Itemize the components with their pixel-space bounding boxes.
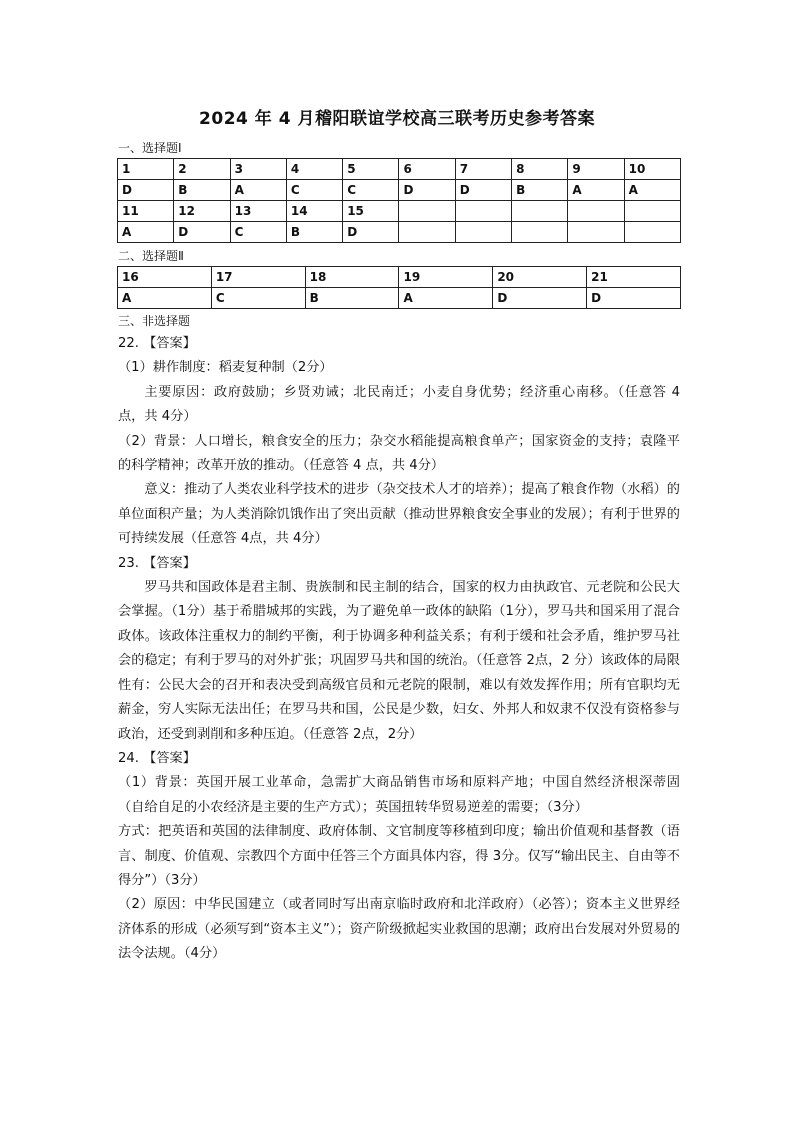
choice-table-1-cell: D bbox=[399, 180, 455, 201]
choice-table-2-cell: 21 bbox=[587, 267, 681, 288]
choice-table-1-cell: 7 bbox=[455, 159, 511, 180]
choice-table-1-cell: B bbox=[174, 180, 230, 201]
section-3-label: 三、非选择题 bbox=[118, 314, 191, 328]
q24-part1-methods: 方式：把英语和英国的法律制度、政府体制、文官制度等移植到印度；输出价值观和基督教（语言、制度、价值观、宗教四个方面中任答三个方面具体内容，得 3分。仅写“输出民主、自由等不得分”）（3分） bbox=[118, 824, 680, 888]
choice-table-1-cell: 10 bbox=[624, 159, 680, 180]
q22-reasons: 主要原因：政府鼓励；乡贤劝诫；北民南迁；小麦自身优势；经济重心南移。（任意答 4 点，共 4分） bbox=[118, 384, 680, 425]
choice-table-1-cell: C bbox=[343, 180, 399, 201]
choice-table-1-cell bbox=[568, 222, 624, 243]
page-title: 2024 年 4 月稽阳联谊学校高三联考历史参考答案 bbox=[199, 109, 595, 129]
choice-table-1-cell bbox=[512, 222, 568, 243]
choice-table-1-cell bbox=[399, 222, 455, 243]
choice-table-1-cell: 9 bbox=[568, 159, 624, 180]
choice-table-1-cell bbox=[455, 201, 511, 222]
choice-table-2-cell: B bbox=[305, 288, 399, 309]
choice-table-1-cell: B bbox=[286, 222, 342, 243]
choice-table-1-cell bbox=[512, 201, 568, 222]
q23-heading: 23. 【答案】 bbox=[118, 555, 196, 571]
choice-table-1-cell: A bbox=[118, 222, 174, 243]
choice-table-1-cell bbox=[455, 222, 511, 243]
choice-table-1-row bbox=[118, 222, 681, 243]
choice-table-2-row bbox=[118, 267, 681, 288]
choice-table-1-cell: D bbox=[455, 180, 511, 201]
choice-table-2-cell: 18 bbox=[305, 267, 399, 288]
choice-table-2-cell: C bbox=[211, 288, 305, 309]
choice-table-1-cell: 4 bbox=[286, 159, 342, 180]
choice-table-1-cell: A bbox=[230, 180, 286, 201]
choice-table-2-cell: 20 bbox=[493, 267, 587, 288]
choice-table-1-cell: 3 bbox=[230, 159, 286, 180]
choice-table-2-cell: 17 bbox=[211, 267, 305, 288]
choice-table-1-cell: 11 bbox=[118, 201, 174, 222]
choice-table-1-row bbox=[118, 201, 681, 222]
choice-answer-table-1 bbox=[117, 158, 681, 243]
choice-table-2-cell: A bbox=[399, 288, 493, 309]
choice-table-1-cell: 15 bbox=[343, 201, 399, 222]
choice-table-1-cell: 14 bbox=[286, 201, 342, 222]
choice-table-1-cell: C bbox=[230, 222, 286, 243]
choice-table-2-cell: D bbox=[493, 288, 587, 309]
choice-table-1-row bbox=[118, 159, 681, 180]
choice-table-1-cell: B bbox=[512, 180, 568, 201]
choice-table-1-cell: A bbox=[568, 180, 624, 201]
choice-table-2-cell: A bbox=[118, 288, 212, 309]
choice-table-1-cell: A bbox=[624, 180, 680, 201]
choice-table-1-cell bbox=[568, 201, 624, 222]
choice-table-1-cell: 12 bbox=[174, 201, 230, 222]
section-2-label: 二、选择题Ⅱ bbox=[118, 249, 184, 263]
choice-table-1-cell: 13 bbox=[230, 201, 286, 222]
choice-table-1-cell: C bbox=[286, 180, 342, 201]
q22-part1: （1）耕作制度：稻麦复种制（2分） bbox=[118, 360, 333, 376]
choice-table-1-cell: D bbox=[343, 222, 399, 243]
choice-answer-table-2 bbox=[117, 266, 681, 309]
choice-table-1-cell bbox=[624, 201, 680, 222]
non-choice-answers bbox=[118, 332, 680, 967]
q24-part1-background: （1）背景：英国开展工业革命，急需扩大商品销售市场和原料产地；中国自然经济根深蒂固（自给自足的小农经济是主要的生产方式）；英国扭转华贸易逆差的需要；（3分） bbox=[118, 775, 680, 815]
q23-answer: 罗马共和国政体是君主制、贵族制和民主制的结合，国家的权力由执政官、元老院和公民大会掌握。（1分）基于希腊城邦的实践，为了避免单一政体的缺陷（1分），罗马共和国采用了混合政体。该政体注重权力的制约平衡，利于协调多种利益关系；有利于缓和社会矛盾，维护罗马社会的稳定；有利于罗马的对外扩张；巩固罗马共和国的统治。（任意答 2点，2 分）该政体的局限性有：公民大会的召开和表决受到高级官员和元老院的限制，难以有效发挥作用；所有官职均无薪金，穷人实际无法出任；在罗马共和国，公民是少数，妇女、外邦人和奴隶不仅没有资格参与政治，还受到剥削和多种压迫。（任意答 2点，2分） bbox=[118, 580, 680, 742]
choice-table-1-cell: D bbox=[174, 222, 230, 243]
choice-table-2-cell: D bbox=[587, 288, 681, 309]
choice-table-2-cell: 16 bbox=[118, 267, 212, 288]
section-1-label: 一、选择题Ⅰ bbox=[118, 141, 182, 155]
q24-part2-reasons: （2）原因：中华民国建立（或者同时写出南京临时政府和北洋政府）（必答）；资本主义世界经济体系的形成（必须写到“资本主义”）；资产阶级掀起实业救国的思潮；政府出台发展对外贸易的法令法规。（4分） bbox=[118, 897, 680, 962]
choice-table-1-cell: 5 bbox=[343, 159, 399, 180]
q24-heading: 24. 【答案】 bbox=[118, 750, 196, 766]
choice-table-2-row bbox=[118, 288, 681, 309]
choice-table-1-cell bbox=[624, 222, 680, 243]
choice-table-1-cell: 8 bbox=[512, 159, 568, 180]
q22-significance: 意义：推动了人类农业科学技术的进步（杂交技术人才的培养）；提高了粮食作物（水稻）的单位面积产量；为人类消除饥饿作出了突出贡献（推动世界粮食安全事业的发展）；有利于世界的可持续发展（任意答 4点，共 4分） bbox=[118, 482, 680, 547]
q22-part2: （2）背景：人口增长，粮食安全的压力；杂交水稻能提高粮食单产；国家资金的支持；袁隆平的科学精神；改革开放的推动。（任意答 4 点，共 4分） bbox=[118, 433, 680, 474]
choice-table-1-cell: 1 bbox=[118, 159, 174, 180]
choice-table-1-cell bbox=[399, 201, 455, 222]
q22-heading: 22. 【答案】 bbox=[118, 336, 196, 351]
choice-table-1-row bbox=[118, 180, 681, 201]
choice-table-1-cell: D bbox=[118, 180, 174, 201]
choice-table-1-cell: 6 bbox=[399, 159, 455, 180]
choice-table-1-cell: 2 bbox=[174, 159, 230, 180]
choice-table-2-cell: 19 bbox=[399, 267, 493, 288]
